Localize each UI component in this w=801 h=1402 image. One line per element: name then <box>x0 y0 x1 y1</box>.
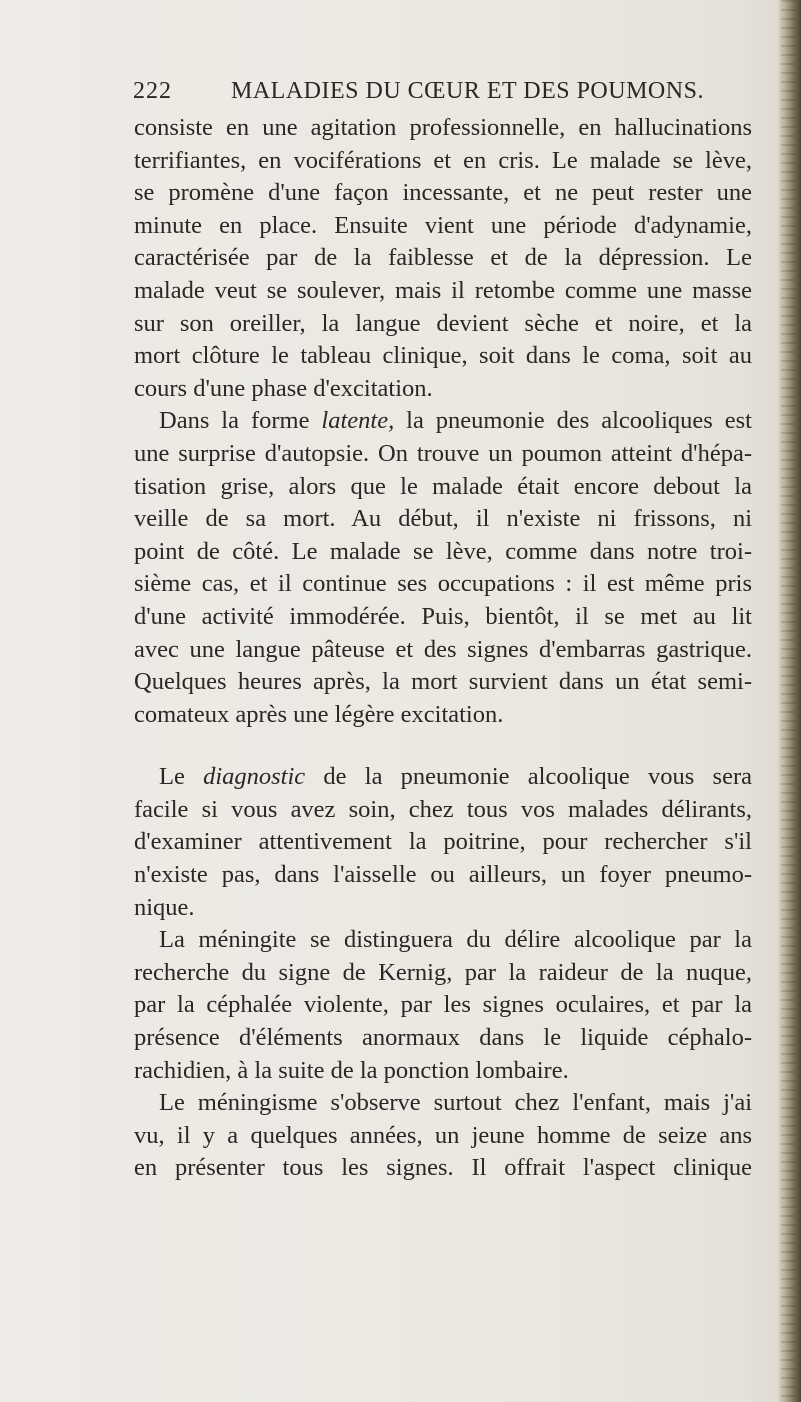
text-line: La méningite se distinguera du délire alcoolique par la <box>159 926 752 954</box>
body-text <box>134 112 752 1185</box>
text-line: d'une activité immodérée. Puis, bientôt, il se met au lit <box>134 602 752 630</box>
text-line <box>134 761 752 794</box>
text-line: sième cas, et il continue ses occupations : il est même pris <box>134 570 752 598</box>
paragraph-3 <box>134 761 752 924</box>
page-number: 222 <box>133 78 172 104</box>
text-line <box>134 405 752 438</box>
text-line: en présenter tous les signes. Il offrait l'aspect clinique <box>134 1154 752 1182</box>
paragraph-5 <box>134 1087 752 1185</box>
text-line: n'existe pas, dans l'aisselle ou ailleurs, un foyer pneumo- <box>134 861 752 889</box>
text-line: caractérisée par de la faiblesse et de la dépression. Le <box>134 244 752 272</box>
text-line: cours d'une phase d'excitation. <box>134 374 433 402</box>
text-line: point de côté. Le malade se lève, comme dans notre troi- <box>134 537 752 565</box>
text-line: Le méningisme s'observe surtout chez l'enfant, mais j'ai <box>159 1089 752 1117</box>
text-line: vu, il y a quelques années, un jeune homme de seize ans <box>134 1121 752 1149</box>
text-line: par la céphalée violente, par les signes oculaires, et par la <box>134 991 752 1019</box>
paragraph-1 <box>134 112 752 405</box>
text-run: la pneumonie des alcooliques est <box>394 407 752 435</box>
text-line: malade veut se soulever, mais il retombe comme une masse <box>134 276 752 304</box>
text-line: veille de sa mort. Au début, il n'existe ni frissons, ni <box>134 505 752 533</box>
text-line: rachidien, à la suite de la ponction lombaire. <box>134 1056 569 1084</box>
text-line: se promène d'une façon incessante, et ne peut rester une <box>134 179 752 207</box>
running-head: MALADIES DU CŒUR ET DES POUMONS. <box>231 78 704 104</box>
italic-term-diagnostic: diagnostic <box>203 763 306 791</box>
text-line: comateux après une légère excitation. <box>134 700 504 728</box>
text-run: de la pneumonie alcoolique vous sera <box>305 763 753 791</box>
text-line: présence d'éléments anormaux dans le liquide céphalo- <box>134 1024 752 1052</box>
text-line: recherche du signe de Kernig, par la raideur de la nuque, <box>134 958 752 986</box>
italic-term-latente: latente, <box>321 407 395 435</box>
text-run: Dans la forme <box>159 407 322 435</box>
text-run: Le <box>159 763 204 791</box>
text-line: Quelques heures après, la mort survient dans un état semi- <box>134 668 752 696</box>
text-line: d'examiner attentivement la poitrine, pour rechercher s'il <box>134 828 752 856</box>
text-line: une surprise d'autopsie. On trouve un poumon atteint d'hépa- <box>134 439 752 467</box>
text-line: avec une langue pâteuse et des signes d'embarras gastrique. <box>134 635 752 663</box>
text-line: mort clôture le tableau clinique, soit dans le coma, soit au <box>134 342 752 370</box>
text-line: facile si vous avez soin, chez tous vos malades délirants, <box>134 795 752 823</box>
text-line: nique. <box>134 893 195 921</box>
text-line: terrifiantes, en vociférations et en cris. Le malade se lève, <box>134 146 752 174</box>
page-edge-texture <box>781 0 795 1402</box>
text-line: sur son oreiller, la langue devient sèche et noire, et la <box>134 309 752 337</box>
page-header <box>133 78 753 108</box>
text-line: tisation grise, alors que le malade était encore debout la <box>134 472 752 500</box>
paragraph-2 <box>134 405 752 731</box>
text-line: minute en place. Ensuite vient une période d'adynamie, <box>134 211 752 239</box>
text-line: consiste en une agitation professionnelle, en hallucinations <box>134 114 752 141</box>
paragraph-4 <box>134 924 752 1087</box>
